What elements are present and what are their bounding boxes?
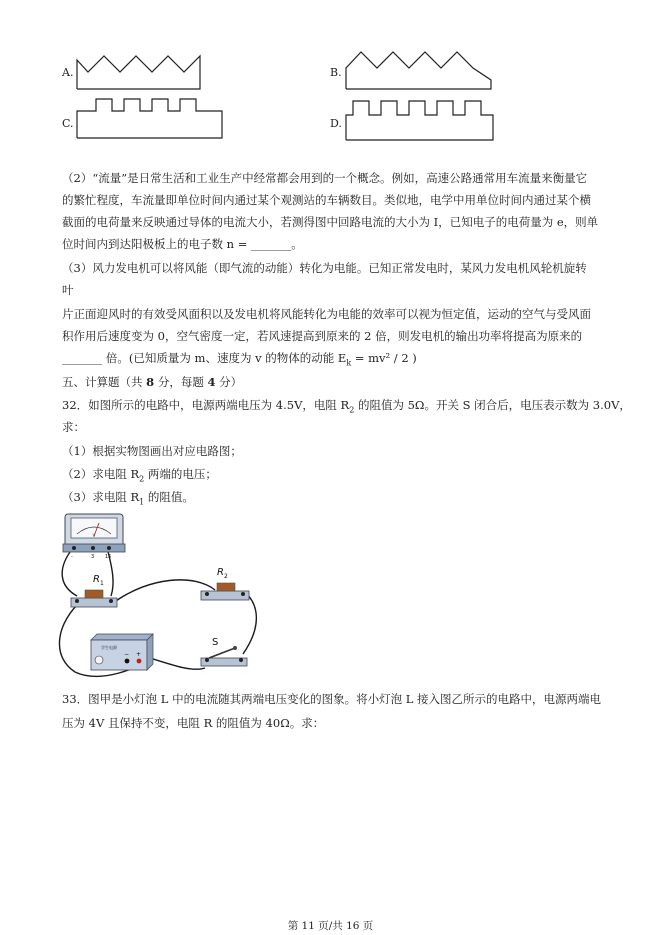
q3-line-2: 叶	[62, 283, 74, 297]
q32-line-2: 求：	[62, 420, 85, 434]
q2-line-4: 位时间内到达阳极板上的电子数 n = _______。	[62, 237, 303, 251]
switch-s	[201, 637, 247, 666]
r2-subscript: 2	[224, 573, 228, 580]
r1-label: R	[93, 574, 100, 585]
wire-voltmeter-r1-left	[62, 548, 77, 596]
svg-text:V: V	[92, 533, 96, 538]
wire-power-switch	[150, 658, 205, 669]
resistor-r2	[201, 567, 249, 600]
option-d-label: D.	[330, 117, 342, 130]
q3-line-3: 片正面迎风时的有效受风面积以及发电机将风能转化为电能的效率可以视为恒定值，运动的空气与受风面	[62, 307, 591, 321]
svg-text:+: +	[136, 651, 142, 658]
option-c-label: C.	[62, 117, 74, 130]
option-d-waveform	[345, 97, 495, 141]
q3-line-5-post: = mv² / 2 )	[351, 351, 417, 365]
voltmeter	[63, 514, 125, 560]
option-b-label: B.	[330, 66, 342, 79]
q32-line-1: 32．如图所示的电路中，电源两端电压为 4.5V，电阻 $R_2$ 的阻值为 5Ω。开关 S 闭合后，电压表示数为 3.0V，	[62, 398, 631, 415]
q32-item-2: （2）求电阻 $R_2$ 两端的电压；	[62, 467, 217, 484]
voltmeter-terminal-3: 3	[91, 554, 95, 560]
page-footer: 第 11 页/共 16 页	[287, 920, 374, 932]
option-a-label: A.	[62, 66, 74, 79]
option-a-waveform	[76, 52, 202, 90]
switch-label: S	[212, 637, 219, 648]
q3-line-5-pre: _______ 倍。(已知质量为 m、速度为 v 的物体的动能 E	[62, 351, 347, 365]
ek-subscript: k	[346, 358, 352, 368]
wires	[59, 548, 256, 676]
section-5-heading: 五、计算题（共 8 分，每题 4 分）	[62, 375, 243, 389]
power-supply	[91, 634, 153, 670]
option-c-waveform	[76, 97, 224, 139]
power-supply-label: 学生电源	[101, 645, 117, 650]
q32-item-1: （1）根据实物图画出对应电路图；	[62, 444, 242, 458]
r2-label: R	[217, 567, 224, 578]
q33-line-1: 33．图甲是小灯泡 L 中的电流随其两端电压变化的图象。将小灯泡 L 接入图乙所示的电路中，电源两端电	[62, 692, 602, 706]
q32-item-3: （3）求电阻 $R_1$ 的阻值。	[62, 490, 194, 507]
r1-subscript: 1	[100, 580, 104, 587]
resistor-r1	[71, 574, 117, 607]
q2-line-2: 的繁忙程度，车流量即单位时间内通过某个观测站的车辆数目。类似地，电学中用单位时间内通过某个横	[62, 193, 591, 207]
option-b-waveform	[345, 50, 493, 90]
circuit-figure	[55, 508, 270, 683]
voltmeter-terminal-15: 15	[105, 554, 112, 560]
voltmeter-terminal-neg: -	[71, 554, 73, 560]
wire-r2-switch	[243, 592, 256, 654]
q3-line-4: 积作用后速度变为 0，空气密度一定，若风速提高到原来的 2 倍，则发电机的输出功率将提高为原来的	[62, 329, 583, 343]
q3-line-1: （3）风力发电机可以将风能（即气流的动能）转化为电能。已知正常发电时，某风力发电机风轮机旋转	[62, 261, 587, 275]
q33-line-2: 压为 4V 且保持不变，电阻 R 的阻值为 40Ω。求：	[62, 716, 325, 730]
wire-r1-r2	[113, 580, 215, 603]
q2-line-1: （2）“流量”是日常生活和工业生产中经常都会用到的一个概念。例如，高速公路通常用车流量来衡量它	[62, 171, 588, 185]
svg-text:−: −	[124, 651, 130, 658]
q2-line-3: 截面的电荷量来反映通过导体的电流大小，若测得图中回路电流的大小为 I，已知电子的电荷量为 e，则单	[62, 215, 599, 229]
